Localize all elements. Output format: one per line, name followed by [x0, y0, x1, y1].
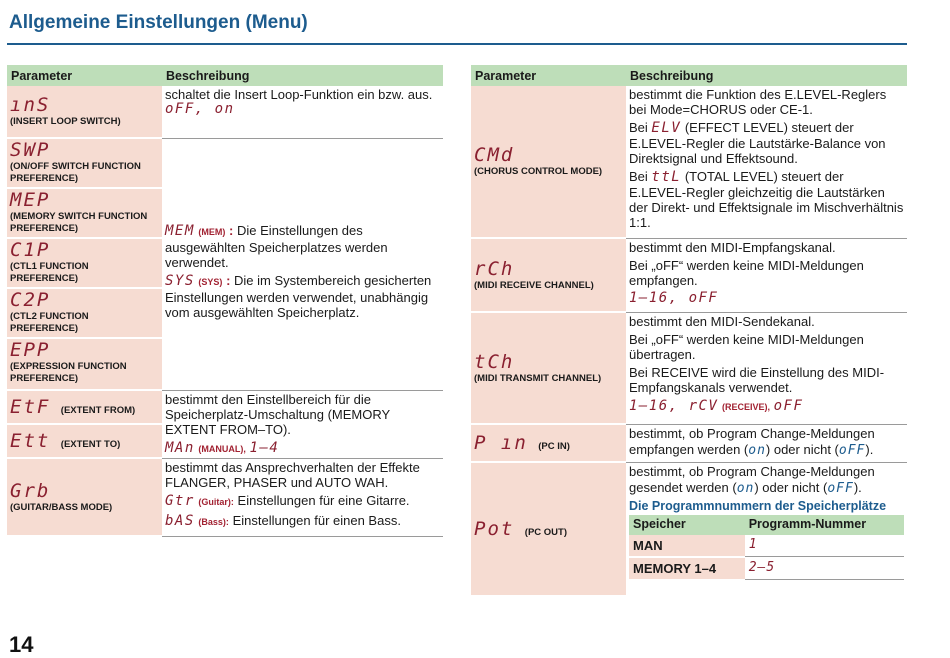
- values-ins: oFF, on: [165, 101, 235, 117]
- text-mem: Die Einstellungen des ausgewählten Speicherplatzes werden verwendet.: [165, 222, 388, 270]
- display-rch: rCh: [474, 257, 515, 280]
- param-c2p: [7, 288, 162, 338]
- label-cmd: (CHORUS CONTROL MODE): [474, 166, 603, 177]
- param-etf: [7, 390, 162, 424]
- param-swp: [7, 138, 162, 188]
- display-pot: Pot: [474, 517, 515, 540]
- values-extent: 1–4: [249, 439, 280, 456]
- desc-ins-text: schaltet die Insert Loop-Funktion ein bzw. aus.: [165, 87, 433, 102]
- display-swp: SWP: [10, 139, 51, 161]
- label-rch: (MIDI RECEIVE CHANNEL): [474, 279, 594, 291]
- label-c1p: (CTL1 FUNCTION PREFERENCE): [10, 261, 89, 284]
- display-grb: Grb: [10, 479, 51, 502]
- display-mem: MEM: [165, 222, 195, 239]
- page-number: 14: [9, 632, 34, 657]
- sub-mem: (MEM): [198, 226, 226, 237]
- desc-grb: [162, 458, 443, 536]
- desc-cmd: bestimmt die Funktion des E.LEVEL-Reglers bei Mode=CHORUS oder CE-1. Bei ELV (EFFECT LEVEL) steuert der E.LEVEL-Regler die Lautstärke-Balance von Direktsignal und Effektsound. Bei ttL (TOTAL LEVEL) steuert der E.LEVEL-Regler gleichzeitig die Lautstärken der Direkt- und Effektsignale im Mischverhältnis 1:1.: [626, 86, 907, 238]
- param-c1p: [7, 238, 162, 288]
- label-c2p: (CTL2 FUNCTION PREFERENCE): [10, 311, 89, 334]
- display-gtr: Gtr: [165, 492, 195, 509]
- desc-header-right: Beschreibung: [626, 65, 907, 86]
- program-number-table: [629, 515, 904, 581]
- display-man: MAn: [165, 439, 195, 456]
- display-pin: P ın: [474, 431, 528, 454]
- label-pin: (PC IN): [538, 440, 570, 452]
- param-tch: [471, 312, 626, 424]
- values-rch: 1–16, oFF: [629, 289, 719, 306]
- label-ins: (INSERT LOOP SWITCH): [10, 116, 121, 127]
- values-tch: 1–16, rCV: [629, 397, 719, 414]
- desc-ins: [162, 86, 443, 138]
- desc-pot: bestimmt, ob Program Change-Meldungen gesendet werden (on) oder nicht (oFF). Die Programmnummern der Speicherplätze Speicher Programm-Nummer MAN 1 MEMORY 1–4 2–5: [626, 462, 907, 596]
- param-epp: [7, 338, 162, 390]
- label-ett: (EXTENT TO): [60, 438, 121, 450]
- desc-extent-text: bestimmt den Einstellbereich für die Speicherplatz-Umschaltung (MEMORY EXTENT FROM–TO).: [165, 391, 390, 437]
- desc-pin: bestimmt, ob Program Change-Meldungen empfangen werden (on) oder nicht (oFF).: [626, 424, 907, 462]
- text-bass: Einstellungen für einen Bass.: [232, 512, 401, 528]
- desc-pref: MEM (MEM) : Die Einstellungen des ausgewählten Speicherplatzes werden verwendet. SYS (SYS) : Die im Systembereich gesicherten Einstellungen werden verwendet, unabhängig vom ausgewählten Speicherplatz.: [162, 138, 443, 390]
- display-mep: MEP: [10, 189, 51, 211]
- display-sys: SYS: [165, 272, 195, 289]
- param-ins: [7, 86, 162, 138]
- display-c2p: C2P: [10, 289, 51, 311]
- display-ttl: ttL: [651, 169, 682, 185]
- mini-col-programm: Programm-Nummer: [745, 515, 904, 535]
- param-cmd: [471, 86, 626, 238]
- sub-manual: (MANUAL),: [198, 443, 246, 454]
- param-header-right: Parameter: [471, 65, 626, 86]
- label-tch: (MIDI TRANSMIT CHANNEL): [474, 372, 602, 384]
- sub-bass: (Bass):: [198, 516, 229, 527]
- sub-receive: (RECEIVE),: [721, 401, 770, 412]
- display-bas: bAS: [165, 512, 195, 529]
- display-epp: EPP: [10, 339, 51, 361]
- table-row: MEMORY 1–4 2–5: [629, 557, 904, 580]
- desc-header: Beschreibung: [162, 65, 443, 86]
- label-swp: (ON/OFF SWITCH FUNCTION PREFERENCE): [10, 161, 141, 184]
- left-settings-table: [7, 65, 443, 537]
- label-pot: (PC OUT): [524, 526, 567, 538]
- param-grb: [7, 458, 162, 536]
- param-pin: [471, 424, 626, 462]
- page-title: Allgemeine Einstellungen (Menu): [9, 12, 308, 33]
- desc-rch: bestimmt den MIDI-Empfangskanal. Bei „oFF“ werden keine MIDI-Meldungen empfangen. 1–16, oFF: [626, 238, 907, 312]
- mini-col-speicher: Speicher: [629, 515, 745, 535]
- display-elv: ELV: [651, 120, 682, 136]
- text-guitar: Einstellungen für eine Gitarre.: [237, 492, 410, 508]
- display-ins: ınS: [10, 94, 51, 116]
- desc-tch: bestimmt den MIDI-Sendekanal. Bei „oFF“ werden keine MIDI-Meldungen übertragen. Bei RECEIVE wird die Einstellung des MIDI-Empfangskanals verwendet. 1–16, rCV (RECEIVE), oFF: [626, 312, 907, 424]
- label-mep: (MEMORY SWITCH FUNCTION PREFERENCE): [10, 211, 148, 234]
- label-epp: (EXPRESSION FUNCTION PREFERENCE): [10, 361, 127, 384]
- display-cmd: CMd: [474, 144, 515, 166]
- display-etf: EtF: [10, 395, 51, 418]
- param-ett: [7, 424, 162, 458]
- right-settings-table: [471, 65, 907, 597]
- param-mep: [7, 188, 162, 238]
- text-sys: Die im Systembereich gesicherten Einstellungen werden verwendet, unabhängig vom ausgewählten Speicherplatz.: [165, 272, 432, 320]
- sub-sys: (SYS): [198, 276, 223, 287]
- label-etf: (EXTENT FROM): [60, 404, 136, 416]
- display-tch: tCh: [474, 350, 515, 373]
- display-ett: Ett: [10, 429, 51, 452]
- sub-guitar: (Guitar):: [198, 496, 234, 507]
- desc-grb-text: bestimmt das Ansprechverhalten der Effekte FLANGER, PHASER und AUTO WAH.: [165, 459, 420, 490]
- title-rule: [7, 43, 907, 45]
- program-number-heading: Die Programmnummern der Speicherplätze: [629, 498, 887, 513]
- label-grb: (GUITAR/BASS MODE): [10, 501, 113, 513]
- param-rch: [471, 238, 626, 312]
- display-c1p: C1P: [10, 239, 51, 261]
- desc-cmd-p1: bestimmt die Funktion des E.LEVEL-Reglers bei Mode=CHORUS oder CE-1.: [629, 87, 887, 117]
- table-row: MAN 1: [629, 535, 904, 557]
- desc-extent: [162, 390, 443, 458]
- param-header: Parameter: [7, 65, 162, 86]
- param-pot: [471, 462, 626, 596]
